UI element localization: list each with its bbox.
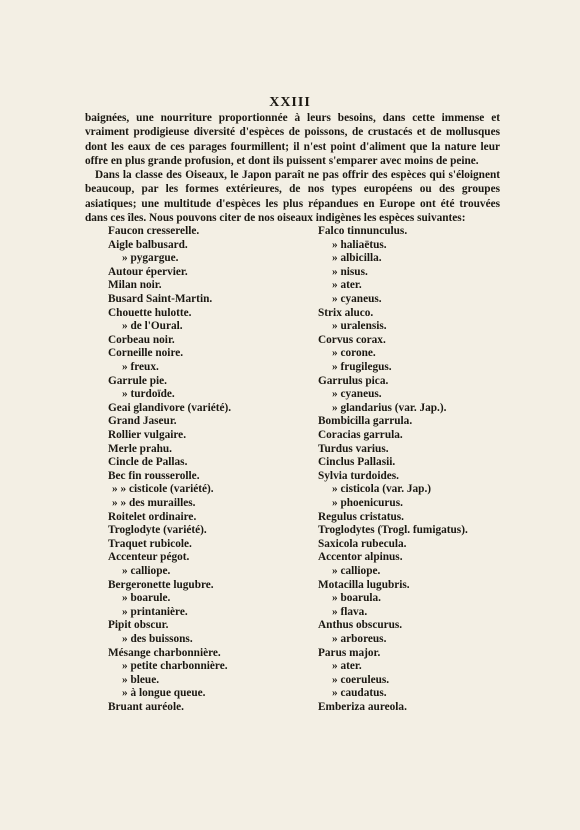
species-french-item: Chouette hulotte. (108, 306, 192, 319)
species-french-item: » freux. (122, 361, 159, 373)
species-latin-item: » flava. (332, 605, 368, 618)
species-french-item: Corbeau noir. (108, 333, 175, 346)
species-latin-item: » haliaëtus. (332, 238, 387, 251)
species-french-item: Corneille noire. (108, 347, 184, 360)
species-french-item: » turdoïde. (122, 388, 175, 401)
species-latin-item: » ater. (332, 279, 362, 292)
species-latin-item: » albicilla. (332, 252, 382, 265)
species-latin-item: » cyaneus. (332, 293, 382, 305)
species-french-item: Faucon cresserelle. (108, 225, 200, 237)
species-french-item: Garrule pie. (108, 374, 167, 387)
species-latin-item: Parus major. (318, 646, 381, 659)
species-latin-item: » calliope. (332, 565, 381, 577)
species-french-item: Grand Jaseur. (108, 415, 177, 428)
species-french-item: » à longue queue. (122, 687, 206, 700)
species-latin-item: Coracias garrula. (318, 429, 403, 441)
species-french-item: » boarule. (122, 592, 171, 605)
species-french-item: Accenteur pégot. (108, 551, 190, 564)
species-french-item: Troglodyte (variété). (108, 524, 207, 537)
species-french-item: Aigle balbusard. (108, 238, 188, 251)
species-french-item: Bergeronette lugubre. (108, 578, 214, 591)
species-french-item: Bec fin rousserolle. (108, 469, 200, 482)
species-latin-item: Regulus cristatus. (318, 510, 404, 523)
species-latin-item: Troglodytes (Trogl. fumigatus). (318, 524, 468, 537)
species-latin-item: » ater. (332, 660, 362, 673)
species-latin-item: » boarula. (332, 592, 381, 605)
species-latin-item: » coeruleus. (332, 673, 390, 686)
species-latin-item: » arboreus. (332, 633, 387, 645)
species-french-item: Milan noir. (108, 279, 162, 292)
species-french-item: Busard Saint-Martin. (108, 293, 213, 305)
species-french-item: » pygargue. (122, 252, 179, 265)
species-latin-item: Strix aluco. (318, 306, 374, 319)
species-latin-item: » uralensis. (332, 320, 387, 333)
species-latin-item: » glandarius (var. Jap.). (332, 401, 447, 414)
species-french-item: Traquet rubicole. (108, 537, 192, 550)
species-french-item: Mésange charbonnière. (108, 646, 221, 659)
species-latin-item: Saxicola rubecula. (318, 537, 407, 550)
paragraph-2: Dans la classe des Oiseaux, le Japon paraît ne pas offrir des espèces qui s'éloignent beaucoup, par les formes extérieures, de nos types européens ou des groupes asiatiques; une multitude d'espèces les plus répandues en Europe ont été trouvées dans ces îles. Nous pouvons citer de nos oiseaux indigènes les espèces suivantes: (85, 169, 500, 224)
species-french-item: » » cisticole (variété). (112, 483, 214, 496)
species-french-item: » » des murailles. (112, 497, 196, 509)
species-latin-item: » phoenicurus. (332, 497, 403, 509)
species-french-item: Geai glandivore (variété). (108, 401, 232, 414)
species-french-item: Cincle de Pallas. (108, 456, 188, 469)
species-french-item: Bruant auréole. (108, 701, 184, 713)
species-latin-item: Sylvia turdoides. (318, 469, 399, 482)
species-french-item: » bleue. (122, 673, 160, 686)
species-latin-item: Anthus obscurus. (318, 619, 403, 632)
species-french-item: Roitelet ordinaire. (108, 510, 197, 523)
species-french-item: Pipit obscur. (108, 619, 169, 632)
species-french-item: » calliope. (122, 565, 171, 577)
species-latin-item: » nisus. (332, 265, 368, 278)
species-latin-item: » cyaneus. (332, 388, 382, 401)
species-french-item: Merle prahu. (108, 442, 173, 455)
species-latin-item: Accentor alpinus. (318, 551, 403, 564)
species-french-item: Autour épervier. (108, 265, 188, 278)
species-latin-item: » caudatus. (332, 687, 387, 700)
paragraph-1: baignées, une nourriture proportionnée à leurs besoins, dans cette immense et vraiment prodigieuse diversité d'espèces de poissons, de crustacés et de mollusques dont les eaux de ces parages fourmillent; il n'est point d'aliment que la nature leur offre en plus grande profusion, et dont ils puissent s'emparer avec moins de peine. (85, 112, 500, 167)
species-latin-item: Cinclus Pallasii. (318, 456, 396, 469)
page-number: XXIII (269, 95, 311, 110)
species-french-item: » de l'Oural. (122, 320, 183, 333)
species-french-item: » des buissons. (122, 633, 193, 645)
species-latin-item: Bombicilla garrula. (318, 415, 413, 428)
species-french-item: » petite charbonnière. (122, 660, 228, 673)
species-latin-item: Corvus corax. (318, 333, 386, 346)
species-latin-item: » frugilegus. (332, 361, 392, 373)
species-latin-item: Garrulus pica. (318, 374, 389, 387)
species-latin-item: » cisticola (var. Jap.) (332, 483, 432, 496)
species-latin-item: Turdus varius. (318, 442, 389, 455)
species-latin-item: Motacilla lugubris. (318, 578, 410, 591)
species-latin-item: » corone. (332, 347, 376, 360)
species-latin-item: Emberiza aureola. (318, 701, 407, 713)
species-french-item: Rollier vulgaire. (108, 429, 187, 441)
species-latin-item: Falco tinnunculus. (318, 225, 408, 237)
species-french-item: » printanière. (122, 605, 188, 618)
